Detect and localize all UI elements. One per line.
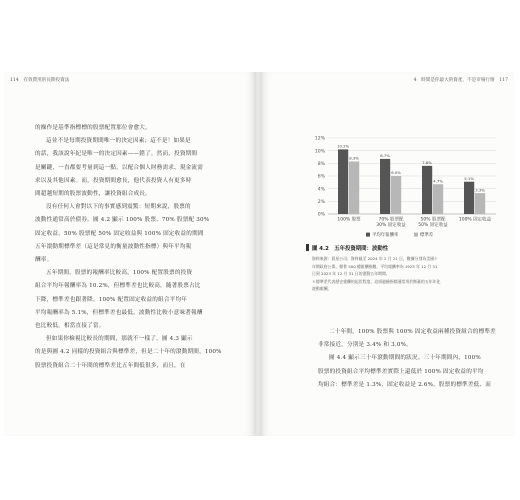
category-label: 100% 固定收益 [458,217,492,223]
text-line: 波動性通常高於債券。圖 4.2 顯示 100% 股票、70% 股票配 30% [35,217,210,224]
text-line: 求以及其他因素。而，投資期間愈長，他代表投資人有更多時 [35,177,192,184]
note-line: 日到 2023 年 12 月 31 日的滾動五年期間。 [312,271,390,277]
text-line: 間超越短期的股票波動性，讓投資組合成長。 [35,191,151,198]
text-line: 這並不是每期投資期間唯一的決定因素；這不是！如果是 [46,138,191,145]
figure-caption: 圖 4.2 五年投資期間：波動性 [312,246,389,252]
bar [391,176,401,214]
legend-swatch [366,233,370,237]
left-page [4,72,256,436]
legend-label: 標準差 [420,233,434,238]
text-line: 股票投資組合二十年間的標準差比五年間低很多，而且，在 [35,362,186,369]
left-page-header: 114 有效費用的長期投資法 [10,78,70,83]
bar [433,184,443,214]
note-line: 資料來源：晨星公司；資料截至 2024 年 2 月 21 日，數據分別為美國十 [312,256,438,261]
text-line: 股票的投資組合平均標準差實際上還低於 100% 固定收益的平均 [318,368,484,375]
bar [475,193,485,214]
right-body-text [318,326,504,392]
bar [464,182,474,214]
y-tick-label: 10% [314,149,325,155]
y-tick-label: 12% [314,136,325,142]
note-line: 年期政府公債、標普 500 總報酬指數，平均報酬率為 1925 年 12 月 31 [312,263,438,269]
data-label: 7.6% [422,160,432,166]
figure-notes [312,255,508,293]
y-tick-label: 4% [317,187,325,193]
y-tick-label: 8% [317,161,325,167]
text-line: 二十年間，100% 股票與 100% 固定收益兩種投資組合的標準差 [329,329,496,335]
y-tick-label: 6% [317,174,325,180]
text-line: 非常接近，分別是 3.4% 和 3.0%。 [318,342,412,349]
text-line: 的操作是基準指標標的股票配置那位會愈大。 [35,125,151,131]
text-line: 酬率。 [35,257,53,264]
text-line: 平均報酬率為 5.1%，但標準差也最低，波動性比較小意味著報酬 [35,309,203,316]
note-line: ＊標準差代表歷史報酬的起伏程度，這項風險指標通常用於衡量的五年年化 [312,278,441,284]
text-line: 的是與圖 4.2 同樣的投資組合與標準差，但是二十年的滾動期間，100% [35,349,222,356]
category-label: 50% 股票配 [420,217,446,223]
category-label: 70% 股票配 [378,217,404,223]
text-line: 固定收益、50% 股票配 50% 固定收益與 100% 固定收益的期間 [35,230,204,237]
bar [422,166,432,214]
category-label: 100% 股票 [337,217,361,223]
bar [380,159,390,214]
data-label: 4.7% [433,178,443,184]
text-line: 均組合：標準差是 1.3%，固定收益是 2.6%，股票的標準差低、而 [318,381,492,388]
bar [338,149,348,214]
note-line: 波動報酬。 [312,286,332,292]
y-tick-label: 0% [317,212,325,218]
text-line: 五年滾動期標準差（這是常見的衡量波動性指標）與年平均報 [35,243,192,250]
legend-swatch [414,233,418,237]
text-line: 下降，標準差也跟著降，100% 配置固定收益的組合平均年 [35,296,188,303]
right-page-header: 4 時間是你最大的資產，不是市場行情 117 [413,78,508,83]
text-line: 圖 4.4 顯示三十年滾動期間的狀況。三十年期間內，100% [329,355,481,362]
category-label: 50% 固定收益 [418,222,448,228]
text-line: 沒有任何人會對以下的事實感到震驚：短期來說，股票的 [46,204,191,211]
data-label: 8.7% [380,153,390,159]
text-line: 的話，我該說年紀是唯一的決定因素——錯了。然而，投資期間 [35,151,198,158]
bar-chart [300,130,500,245]
caption-marker [306,244,309,251]
data-label: 10.2% [337,143,350,149]
data-label: 3.3% [475,187,485,193]
bar [349,161,359,214]
data-label: 8.3% [349,155,359,161]
right-page [260,72,514,436]
text-line: 五年期間，股票的報酬率比較高，100% 配置股票的投資 [46,270,193,277]
legend-label: 平均年報酬率 [372,233,399,238]
category-label: 30% 固定收益 [376,222,406,228]
text-line: 組合平均年報酬率為 10.2%，但標準差也比較高，隨著股票占比 [35,283,201,290]
text-line: 是關鍵，一直都要考量到這一點，以配合個人財務需求、現金流需 [35,164,204,171]
text-line: 但如果你檢視比較長的期間，那就不一樣了。圖 4.3 顯示 [46,336,193,343]
text-line: 也比較低，相當直接了當。 [35,323,105,330]
data-label: 5.1% [464,175,474,181]
data-label: 6.0% [391,170,401,176]
y-tick-label: 2% [317,199,325,205]
left-body-text [35,122,233,373]
